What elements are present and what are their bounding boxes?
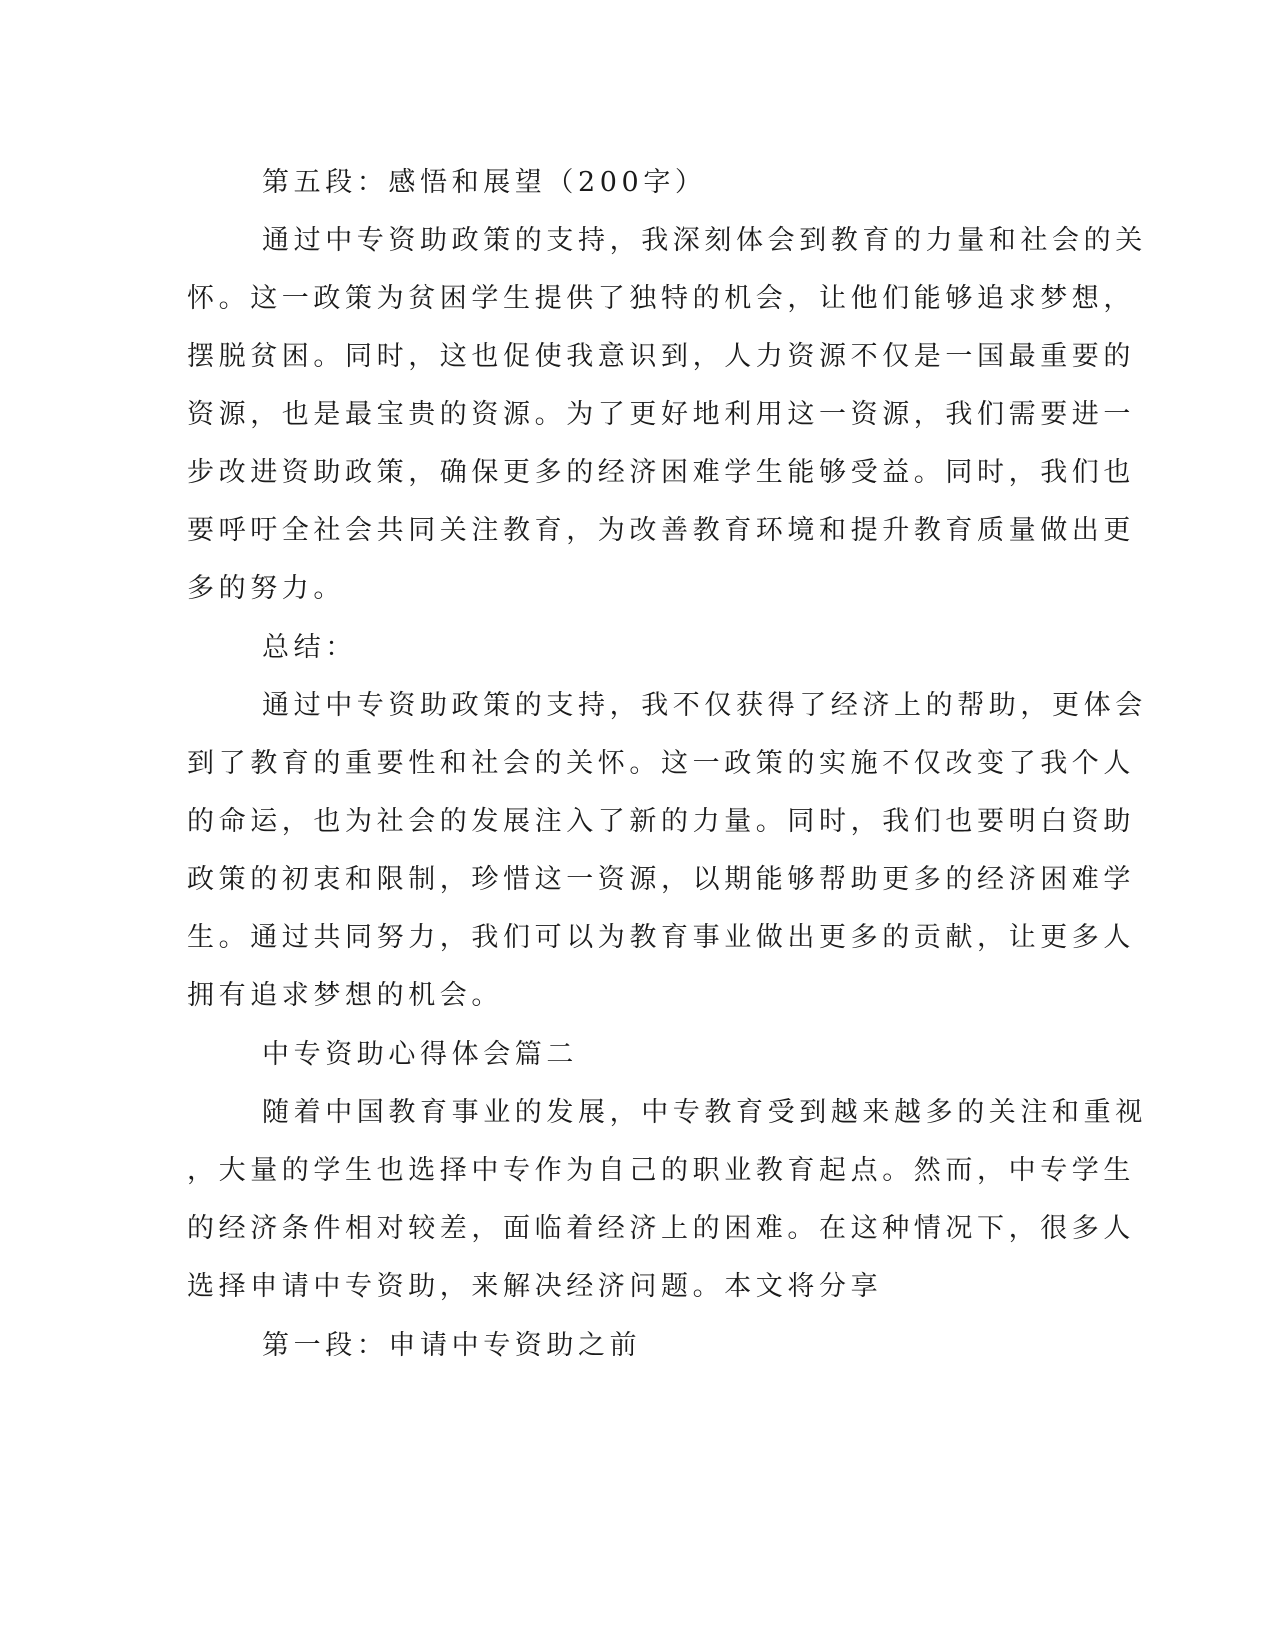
paragraph-line: 的命运，也为社会的发展注入了新的力量。同时，我们也要明白资助: [187, 806, 1135, 837]
paragraph-line: 怀。这一政策为贫困学生提供了独特的机会，让他们能够追求梦想，: [187, 283, 1135, 314]
part-two-heading: 中专资助心得体会篇二: [262, 1039, 578, 1070]
paragraph-line: 摆脱贫困。同时，这也促使我意识到，人力资源不仅是一国最重要的: [187, 341, 1135, 372]
summary-heading: 总结：: [262, 632, 357, 663]
section-heading-5: 第五段：感悟和展望（200字）: [262, 167, 707, 198]
paragraph-line: 通过中专资助政策的支持，我深刻体会到教育的力量和社会的关: [262, 225, 1147, 256]
paragraph-line: 选择申请中专资助，来解决经济问题。本文将分享: [187, 1271, 883, 1302]
paragraph-line: 要呼吁全社会共同关注教育，为改善教育环境和提升教育质量做出更: [187, 515, 1135, 546]
paragraph-line: 多的努力。: [187, 573, 345, 604]
paragraph-line: 步改进资助政策，确保更多的经济困难学生能够受益。同时，我们也: [187, 457, 1135, 488]
paragraph-line: 到了教育的重要性和社会的关怀。这一政策的实施不仅改变了我个人: [187, 748, 1135, 779]
paragraph-line: 随着中国教育事业的发展，中专教育受到越来越多的关注和重视: [262, 1097, 1147, 1128]
paragraph-line: 生。通过共同努力，我们可以为教育事业做出更多的贡献，让更多人: [187, 922, 1135, 953]
paragraph-line: 拥有追求梦想的机会。: [187, 980, 503, 1011]
paragraph-line: 通过中专资助政策的支持，我不仅获得了经济上的帮助，更体会: [262, 690, 1147, 721]
paragraph-line: 资源，也是最宝贵的资源。为了更好地利用这一资源，我们需要进一: [187, 399, 1135, 430]
paragraph-line: 的经济条件相对较差，面临着经济上的困难。在这种情况下，很多人: [187, 1213, 1135, 1244]
paragraph-line: ，大量的学生也选择中专作为自己的职业教育起点。然而，中专学生: [187, 1155, 1135, 1186]
paragraph-line: 政策的初衷和限制，珍惜这一资源，以期能够帮助更多的经济困难学: [187, 864, 1135, 895]
section-heading-1: 第一段：申请中专资助之前: [262, 1330, 642, 1361]
